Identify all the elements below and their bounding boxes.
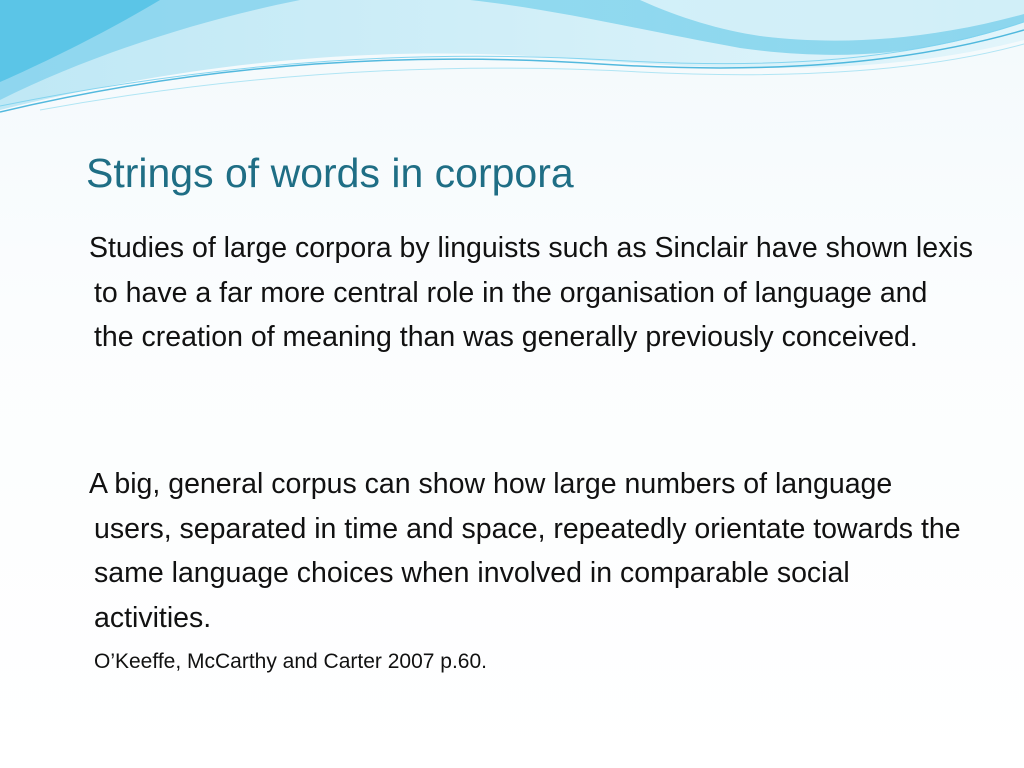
slide-title: Strings of words in corpora: [86, 150, 574, 196]
body-paragraph-1: Studies of large corpora by linguists such as Sinclair have shown lexis to have a far more central role in the organisation of language and the creation of meaning than was generally previously conceived.: [89, 232, 973, 353]
body-paragraph-2: A big, general corpus can show how large numbers of language users, separated in time and space, repeatedly orientate towards the same language choices when involved in comparable social activities.: [89, 468, 961, 634]
citation: O’Keeffe, McCarthy and Carter 2007 p.60.: [94, 650, 487, 673]
decorative-wave-header: [0, 0, 1024, 130]
